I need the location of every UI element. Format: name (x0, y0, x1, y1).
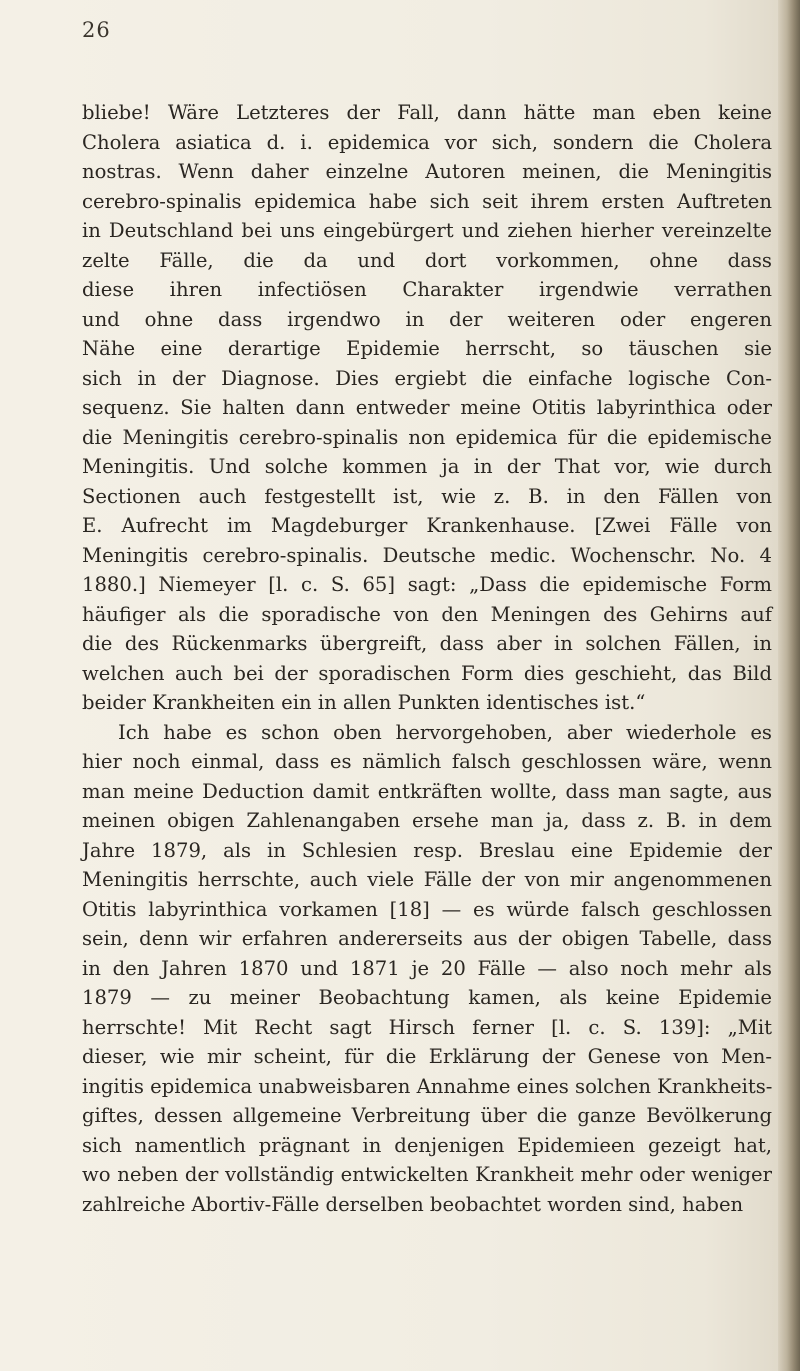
text-line: diese ihren infectiösen Charakter irgendwie verrathen (82, 278, 772, 301)
text-line: sein, denn wir erfahren andererseits aus der obigen Tabelle, dass (82, 927, 772, 950)
text-line: Sectionen auch festgestellt ist, wie z. B. in den Fällen von (82, 484, 772, 508)
text-line: Meningitis. Und solche kommen ja in der That vor, wie durch (82, 455, 772, 478)
text-line: die des Rückenmarks übergreift, dass aber in solchen Fällen, in (82, 632, 772, 655)
text-line: beider Krankheiten ein in allen Punkten identisches ist.“ (82, 691, 646, 714)
text-line: Nähe eine derartige Epidemie herrscht, so täuschen sie (82, 337, 772, 360)
text-line: Jahre 1879, als in Schlesien resp. Breslau eine Epidemie der (82, 838, 772, 862)
text-line: welchen auch bei der sporadischen Form dies geschieht, das Bild (82, 661, 772, 685)
text-line: ingitis epidemica unabweisbaren Annahme eines solchen Krankheits- (82, 1074, 773, 1098)
text-line: zahlreiche Abortiv-Fälle derselben beobachtet worden sind, haben (82, 1192, 744, 1216)
text-line: die Meningitis cerebro-spinalis non epidemica für die epidemische (82, 425, 772, 449)
text-line: 1880.] Niemeyer [l. c. S. 65] sagt: „Dass die epidemische Form (82, 573, 772, 596)
text-line: und ohne dass irgendwo in der weiteren oder engeren (82, 307, 772, 331)
text-line: giftes, dessen allgemeine Verbreitung über die ganze Bevölkerung (82, 1104, 772, 1127)
text-line: cerebro-spinalis epidemica habe sich seit ihrem ersten Auftreten (82, 189, 772, 213)
text-line: Meningitis cerebro-spinalis. Deutsche medic. Wochenschr. No. 4 (82, 543, 772, 567)
text-line: Meningitis herrschte, auch viele Fälle der von mir angenommenen (82, 868, 772, 891)
body-text (82, 98, 772, 1219)
text-line: 1879 — zu meiner Beobachtung kamen, als keine Epidemie (82, 986, 772, 1009)
text-line: in den Jahren 1870 und 1871 je 20 Fälle — also noch mehr als (82, 956, 772, 980)
text-line: bliebe! Wäre Letzteres der Fall, dann hätte man eben keine (82, 101, 772, 124)
text-line: herrschte! Mit Recht sagt Hirsch ferner [l. c. S. 139]: „Mit (82, 1015, 772, 1039)
text-line: E. Aufrecht im Magdeburger Krankenhause. [Zwei Fälle von (82, 514, 772, 537)
book-spine-shadow (778, 0, 800, 1371)
text-line: Ich habe es schon oben hervorgehoben, aber wiederhole es (118, 720, 772, 744)
text-line: wo neben der vollständig entwickelten Krankheit mehr oder weniger (82, 1163, 772, 1186)
text-line: Otitis labyrinthica vorkamen [18] — es würde falsch geschlossen (82, 897, 772, 921)
text-line: sich namentlich prägnant in denjenigen Epidemieen gezeigt hat, (82, 1133, 772, 1157)
text-line: man meine Deduction damit entkräften wollte, dass man sagte, aus (82, 779, 772, 803)
text-line: sich in der Diagnose. Dies ergiebt die einfache logische Con- (82, 366, 772, 390)
text-line: Cholera asiatica d. i. epidemica vor sich, sondern die Cholera (82, 130, 772, 154)
text-line: dieser, wie mir scheint, für die Erklärung der Genese von Men- (82, 1045, 772, 1068)
text-line: zelte Fälle, die da und dort vorkommen, ohne dass (82, 248, 772, 272)
text-line: sequenz. Sie halten dann entweder meine Otitis labyrinthica oder (82, 396, 772, 419)
page-number: 26 (82, 18, 111, 42)
text-line: hier noch einmal, dass es nämlich falsch geschlossen wäre, wenn (82, 750, 772, 773)
text-line: nostras. Wenn daher einzelne Autoren meinen, die Meningitis (82, 160, 772, 183)
text-line: häufiger als die sporadische von den Meningen des Gehirns auf (82, 602, 772, 626)
text-line: meinen obigen Zahlenangaben ersehe man ja, dass z. B. in dem (82, 809, 772, 832)
text-line: in Deutschland bei uns eingebürgert und ziehen hierher vereinzelte (82, 219, 772, 242)
